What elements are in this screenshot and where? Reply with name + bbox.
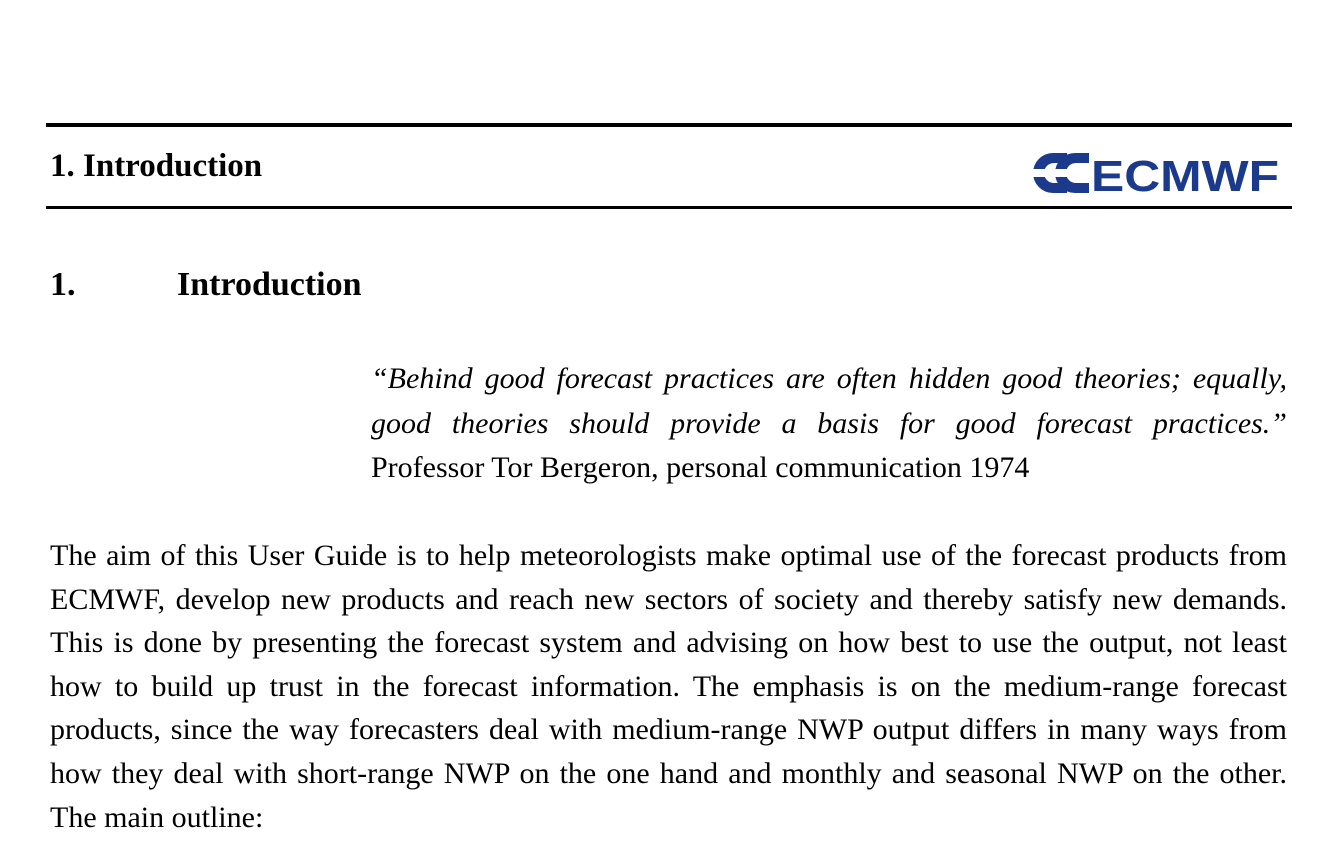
- body-paragraph: The aim of this User Guide is to help meteorologists make optimal use of the forecast products from ECMWF, develop new products and reach new sectors of society and thereby satisfy new demands. This is done by presenting the forecast system and advising on how best to use the output, not least how to build up trust in the forecast information. The emphasis is on the medium-range forecast products, since the way forecasters deal with medium-range NWP output differs in many ways from how they deal with short-range NWP on the one hand and monthly and seasonal NWP on the other. The main outline:: [50, 539, 1287, 834]
- ecmwf-logo: [1027, 150, 1281, 196]
- section-number: 1.: [50, 266, 76, 303]
- section-heading: Introduction: [177, 266, 362, 303]
- header-bottom-rule: [46, 206, 1292, 209]
- epigraph-attribution: Professor Tor Bergeron, personal communication 1974: [371, 451, 1030, 484]
- header-top-rule: [46, 123, 1292, 127]
- ecmwf-logo-mark: [1027, 153, 1089, 193]
- ecmwf-logo-wordmark: ECMWF: [1091, 152, 1279, 196]
- epigraph-quote: “Behind good forecast practices are often hidden good theories; equally, good theories should provide a basis for good forecast practices.”: [371, 362, 1287, 440]
- running-header-title: 1. Introduction: [50, 148, 263, 184]
- epigraph: [371, 357, 1287, 491]
